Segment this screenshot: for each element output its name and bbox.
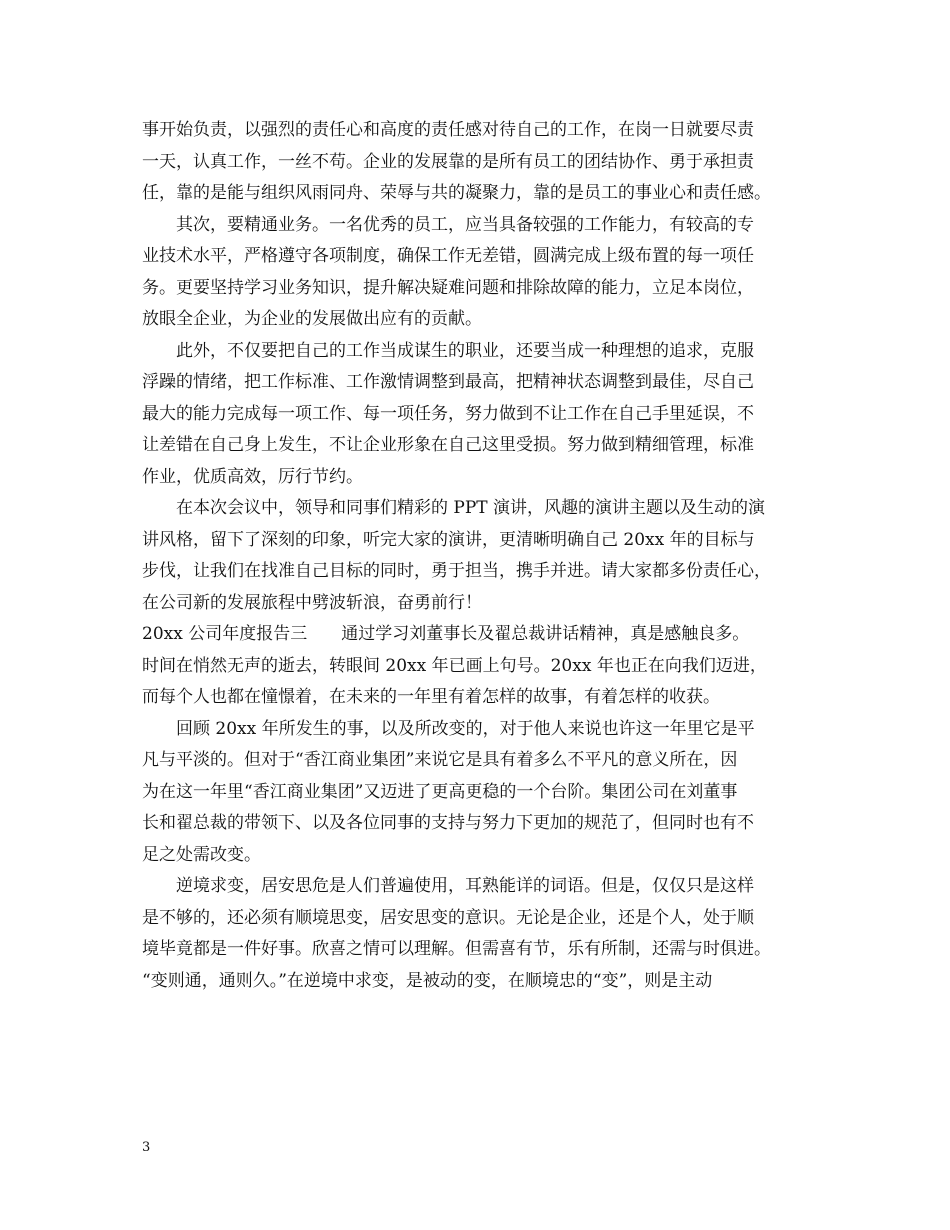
text-line: 务。更要坚持学习业务知识，提升解决疑难问题和排除故障的能力，立足本岗位， [142, 278, 754, 298]
text-line: 为在这一年里“香江商业集团”又迈进了更高更稳的一个台阶。集团公司在刘董事 [142, 782, 738, 802]
text-line: 业技术水平，严格遵守各项制度，确保工作无差错，圆满完成上级布置的每一项任 [142, 246, 754, 266]
text-line: 足之处需改变。 [142, 845, 261, 865]
text-line: 事开始负责，以强烈的责任心和高度的责任感对待自己的工作，在岗一日就要尽责 [142, 120, 754, 140]
text-line: 其次，要精通业务。一名优秀的员工，应当具备较强的工作能力，有较高的专 [142, 215, 754, 235]
text-line: 浮躁的情绪，把工作标准、工作激情调整到最高，把精神状态调整到最佳，尽自己 [142, 372, 754, 392]
text-line: 凡与平淡的。但对于“香江商业集团”来说它是具有着多么不平凡的意义所在，因 [142, 750, 738, 770]
text-line: 让差错在自己身上发生，不让企业形象在自己这里受损。努力做到精细管理，标准 [142, 435, 754, 455]
text-line: 回顾 20xx 年所发生的事，以及所改变的，对于他人来说也许这一年里它是平 [142, 719, 755, 739]
text-line: 一天，认真工作，一丝不苟。企业的发展靠的是所有员工的团结协作、勇于承担责 [142, 152, 754, 172]
text-line: 时间在悄然无声的逝去，转眼间 20xx 年已画上句号。20xx 年也正在向我们迈进， [142, 656, 767, 676]
text-line: 而每个人也都在憧憬着，在未来的一年里有着怎样的故事，有着怎样的收获。 [142, 687, 720, 707]
text-line: 步伐，让我们在找准自己目标的同时，勇于担当，携手并进。请大家都多份责任心， [142, 561, 771, 581]
text-line: 逆境求变，居安思危是人们普遍使用，耳熟能详的词语。但是，仅仅只是这样 [142, 876, 754, 896]
text-line: “变则通，通则久。”在逆境中求变，是被动的变，在顺境忠的“变”，则是主动 [142, 971, 713, 991]
text-line: 是不够的，还必须有顺境思变，居安思变的意识。无论是企业，还是个人，处于顺 [142, 908, 754, 928]
page-number: 3 [142, 1140, 151, 1155]
text-line: 作业，优质高效，厉行节约。 [142, 467, 363, 487]
text-line: 长和翟总裁的带领下、以及各位同事的支持与努力下更加的规范了，但同时也有不 [142, 813, 754, 833]
text-line: 境毕竟都是一件好事。欣喜之情可以理解。但需喜有节，乐有所制，还需与时俱进。 [142, 939, 771, 959]
text-line: 放眼全企业，为企业的发展做出应有的贡献。 [142, 309, 482, 329]
text-line: 此外，不仅要把自己的工作当成谋生的职业，还要当成一种理想的追求，克服 [142, 341, 754, 361]
text-line: 任，靠的是能与组织风雨同舟、荣辱与共的凝聚力，靠的是员工的事业心和责任感。 [142, 183, 771, 203]
text-line: 在本次会议中，领导和同事们精彩的 PPT 演讲，风趣的演讲主题以及生动的演 [142, 498, 766, 518]
text-line: 在公司新的发展旅程中劈波斩浪，奋勇前行！ [142, 593, 482, 613]
text-line: 讲风格，留下了深刻的印象，听完大家的演讲，更清晰明确自己 20xx 年的目标与 [142, 530, 755, 550]
text-line: 最大的能力完成每一项工作、每一项任务，努力做到不让工作在自己手里延误，不 [142, 404, 754, 424]
text-line: 20xx 公司年度报告三 通过学习刘董事长及翟总裁讲话精神，真是感触良多。 [142, 624, 750, 644]
